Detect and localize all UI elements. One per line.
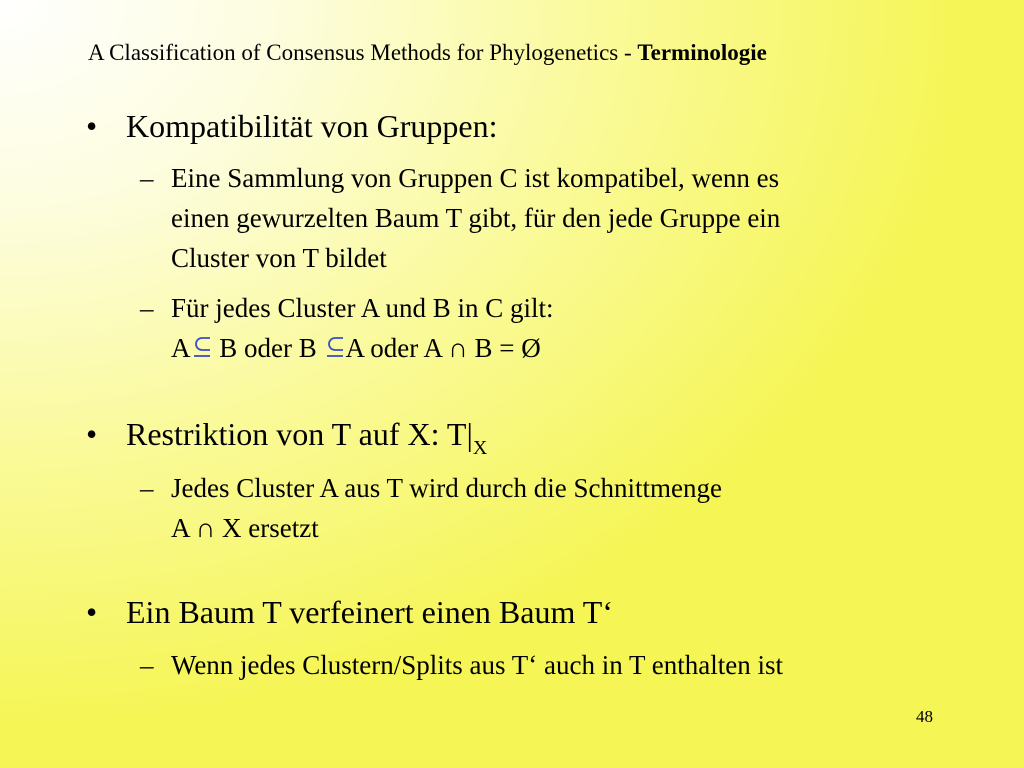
subitem-compatible-definition bbox=[140, 158, 779, 198]
formula-part: A oder A ∩ B = Ø bbox=[345, 333, 541, 363]
bullet-restriction bbox=[86, 414, 487, 459]
subitem-refinement-definition bbox=[140, 645, 783, 685]
bullet-heading: Kompatibilität von Gruppen: bbox=[126, 108, 498, 144]
slide-title-main: A Classification of Consensus Methods for Phylogenetics - bbox=[88, 40, 638, 65]
subitem-cluster-condition bbox=[140, 288, 554, 328]
slide-title-bold: Terminologie bbox=[637, 40, 767, 65]
dash-icon: – bbox=[140, 293, 154, 323]
dash-icon: – bbox=[140, 473, 154, 503]
subitem-continuation: A ∩ X ersetzt bbox=[171, 513, 319, 543]
formula-part: B oder B bbox=[212, 333, 324, 363]
formula-part: A bbox=[171, 333, 191, 363]
bullet-heading: Restriktion von T auf X: T| bbox=[126, 416, 473, 452]
bullet-dot-icon: • bbox=[86, 416, 98, 452]
bullet-dot-icon: • bbox=[86, 594, 98, 630]
subset-eq-icon bbox=[191, 334, 213, 360]
subset-eq-icon bbox=[324, 334, 346, 360]
bullet-dot-icon: • bbox=[86, 108, 98, 144]
subitem-continuation: Cluster von T bildet bbox=[171, 243, 387, 273]
slide-title bbox=[88, 38, 767, 68]
subitem-line: Wenn jedes Clustern/Splits aus T‘ auch in T enthalten ist bbox=[171, 650, 783, 680]
subitem-intersection bbox=[140, 468, 722, 508]
subitem-continuation: einen gewurzelten Baum T gibt, für den jede Gruppe ein bbox=[171, 203, 781, 233]
subitem-line: Für jedes Cluster A und B in C gilt: bbox=[171, 293, 554, 323]
subset-formula bbox=[171, 328, 541, 368]
subscript-x: X bbox=[472, 437, 488, 459]
dash-icon: – bbox=[140, 163, 154, 193]
bullet-compatibility bbox=[86, 106, 498, 146]
bullet-heading: Ein Baum T verfeinert einen Baum T‘ bbox=[126, 594, 613, 630]
subitem-line: Jedes Cluster A aus T wird durch die Schnittmenge bbox=[171, 473, 722, 503]
subitem-line: Eine Sammlung von Gruppen C ist kompatibel, wenn es bbox=[171, 163, 780, 193]
dash-icon: – bbox=[140, 650, 154, 680]
page-number: 48 bbox=[916, 707, 933, 726]
bullet-refinement bbox=[86, 592, 613, 632]
